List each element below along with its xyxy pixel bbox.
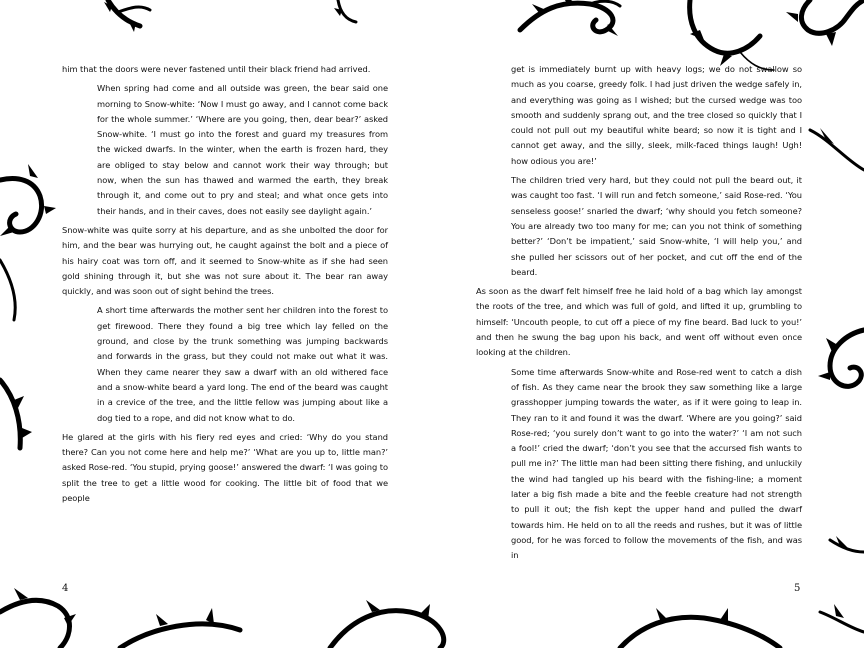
paragraph: When spring had come and all outside was green, the bear said one morning to Snow-white: ‘Now I must go away, and I cannot come back for the whole summer.’ ‘Where are you going, then, dear bear?’ asked Snow-white. ‘I must go into the forest and guard my treasures from the wicked dwarfs. In the winter, when the earth is frozen hard, they are obliged to stay below and cannot work their way through; but now, when the sun has thawed and warmed the earth, they break through it, and come out to pry and steal; and what once gets into their hands, and in their caves, does not easily see daylight again.’	[97, 83, 388, 216]
page-number-left: 4	[62, 583, 69, 594]
paragraph: A short time afterwards the mother sent her children into the forest to get firewood. There they found a big tree which lay felled on the ground, and close by the trunk something was jumping backwards and forwards in the grass, but they could not make out what it was. When they came nearer they saw a dwarf with an old withered face and a snow-white beard a yard long. The end of the beard was caught in a crevice of the tree, and the little fellow was jumping about like a dog tied to a rope, and did not know what to do.	[97, 305, 388, 423]
page-number-right: 5	[794, 583, 801, 594]
right-page-text	[476, 62, 802, 564]
paragraph: get is immediately burnt up with heavy logs; we do not swallow so much as you coarse, greedy folk. I had just driven the wedge safely in, and everything was going as I wished; but the cursed wedge was too smooth and suddenly sprang out, and the tree closed so quickly that I could not pull out my beautiful white beard; so now it is tight and I cannot get away, and the silly, sleek, milk-faced things laugh! Ugh! how odious you are!’	[511, 64, 802, 166]
left-page-text	[62, 62, 388, 506]
paragraph: him that the doors were never fastened until their black friend had arrived.	[62, 64, 371, 74]
paragraph: The children tried very hard, but they could not pull the beard out, it was caught too fast. ‘I will run and fetch someone,’ said Rose-red. ‘You senseless goose!’ snarled the dwarf; ‘why should you fetch someone? You are already two too many for me; can you not think of something better?’ ‘Don’t be impatient,’ said Snow-white, ‘I will help you,’ and she pulled her scissors out of her pocket, and cut off the end of the beard.	[511, 175, 802, 277]
paragraph: Snow-white was quite sorry at his departure, and as she unbolted the door for him, and the bear was hurrying out, he caught against the bolt and a piece of his hairy coat was torn off, and it seemed to Snow-white as if she had seen gold shining through it, but she was not sure about it. The bear ran away quickly, and was soon out of sight behind the trees.	[62, 224, 388, 297]
paragraph: As soon as the dwarf felt himself free he laid hold of a bag which lay amongst the roots of the tree, and which was full of gold, and lifted it up, grumbling to himself: ‘Uncouth people, to cut off a piece of my fine beard. Bad luck to you!’ and then he swung the bag upon his back, and went off without even once looking at the children.	[476, 286, 802, 358]
paragraph: Some time afterwards Snow-white and Rose-red went to catch a dish of fish. As they came near the brook they saw something like a large grasshopper jumping towards the water, as if it were going to leap in. They ran to it and found it was the dwarf. ‘Where are you going?’ said Rose-red; ‘you surely don’t want to go into the water?’ ‘I am not such a fool!’ cried the dwarf; ‘don’t you see that the accursed fish wants to pull me in?’ The little man had been sitting there fishing, and unluckily the wind had tangled up his beard with the fishing-line; a moment later a big fish made a bite and the feeble creature had not strength to pull it out; the fish kept the upper hand and pulled the dwarf towards him. He held on to all the reeds and rushes, but it was of little good, for he was forced to follow the movements of the fish, and was in	[511, 366, 802, 561]
paragraph: He glared at the girls with his fiery red eyes and cried: ‘Why do you stand there? Can you not come here and help me?’ ‘What are you up to, little man?’ asked Rose-red. ‘You stupid, prying goose!’ answered the dwarf: ‘I was going to split the tree to get a little wood for cooking. The little bit of food that we people	[62, 431, 388, 504]
